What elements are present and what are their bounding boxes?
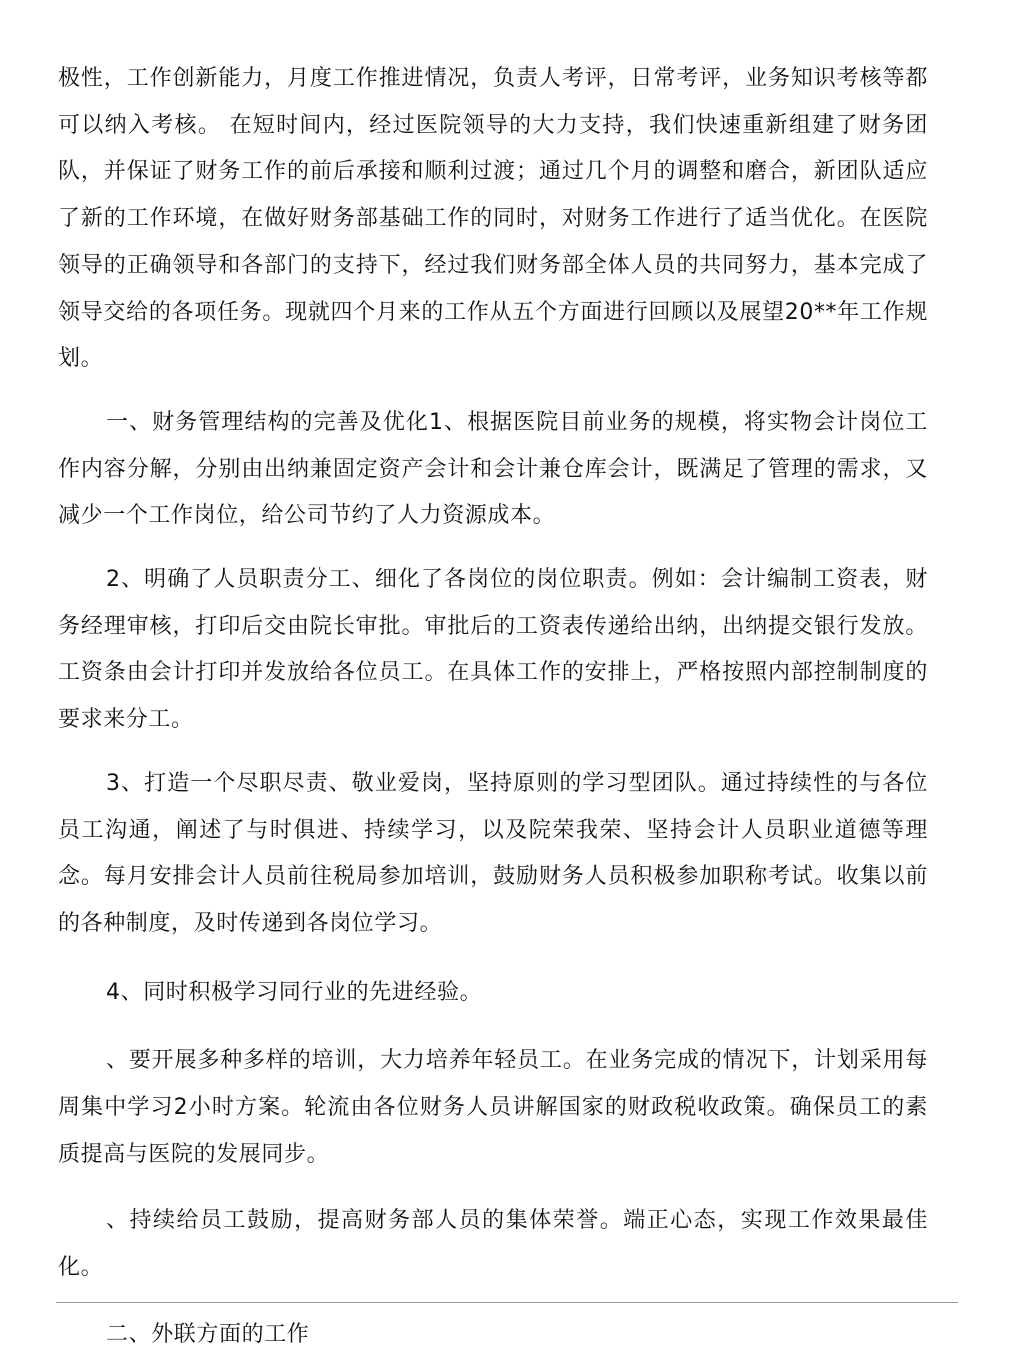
paragraph-training: 、要开展多种多样的培训，大力培养年轻员工。在业务完成的情况下，计划采用每周集中学习2小时方案。轮流由各位财务人员讲解国家的财政税收政策。确保员工的素质提高与医院的发展同步。 — [58, 1048, 928, 1167]
paragraph-point-2: 2、明确了人员职责分工、细化了各岗位的岗位职责。例如：会计编制工资表，财务经理审核，打印后交由院长审批。审批后的工资表传递给出纳，出纳提交银行发放。工资条由会计打印并发放给各位员工。在具体工作的安排上，严格按照内部控制制度的要求来分工。 — [58, 567, 928, 733]
paragraph-intro: 极性，工作创新能力，月度工作推进情况，负责人考评，日常考评，业务知识考核等都可以纳入考核。 在短时间内，经过医院领导的大力支持，我们快速重新组建了财务团队，并保证了财务工作的前后承接和顺利过渡；通过几个月的调整和磨合，新团队适应了新的工作环境，在做好财务部基础工作的同时，对财务工作进行了适当优化。在医院领导的正确领导和各部门的支持下，经过我们财务部全体人员的共同努力，基本完成了领导交给的各项任务。现就四个月来的工作从五个方面进行回顾以及展望20**年工作规划。 — [58, 66, 928, 372]
section-heading: 二、外联方面的工作 — [106, 1322, 310, 1347]
page-divider — [56, 1302, 958, 1303]
paragraph-point-4: 4、同时积极学习同行业的先进经验。 — [106, 979, 483, 1005]
document-body — [58, 56, 928, 1292]
paragraph-encouragement: 、持续给员工鼓励，提高财务部人员的集体荣誉。端正心态，实现工作效果最佳化。 — [58, 1208, 928, 1281]
paragraph-point-3: 3、打造一个尽职尽责、敬业爱岗，坚持原则的学习型团队。通过持续性的与各位员工沟通，阐述了与时俱进、持续学习，以及院荣我荣、坚持会计人员职业道德等理念。每月安排会计人员前往税局参加培训，鼓励财务人员积极参加职称考试。收集以前的各种制度，及时传递到各岗位学习。 — [58, 770, 928, 936]
paragraph-section-1-point-1: 一、财务管理结构的完善及优化1、根据医院目前业务的规模，将实物会计岗位工作内容分解，分别由出纳兼固定资产会计和会计兼仓库会计，既满足了管理的需求，又减少一个工作岗位，给公司节约了人力资源成本。 — [58, 409, 928, 529]
